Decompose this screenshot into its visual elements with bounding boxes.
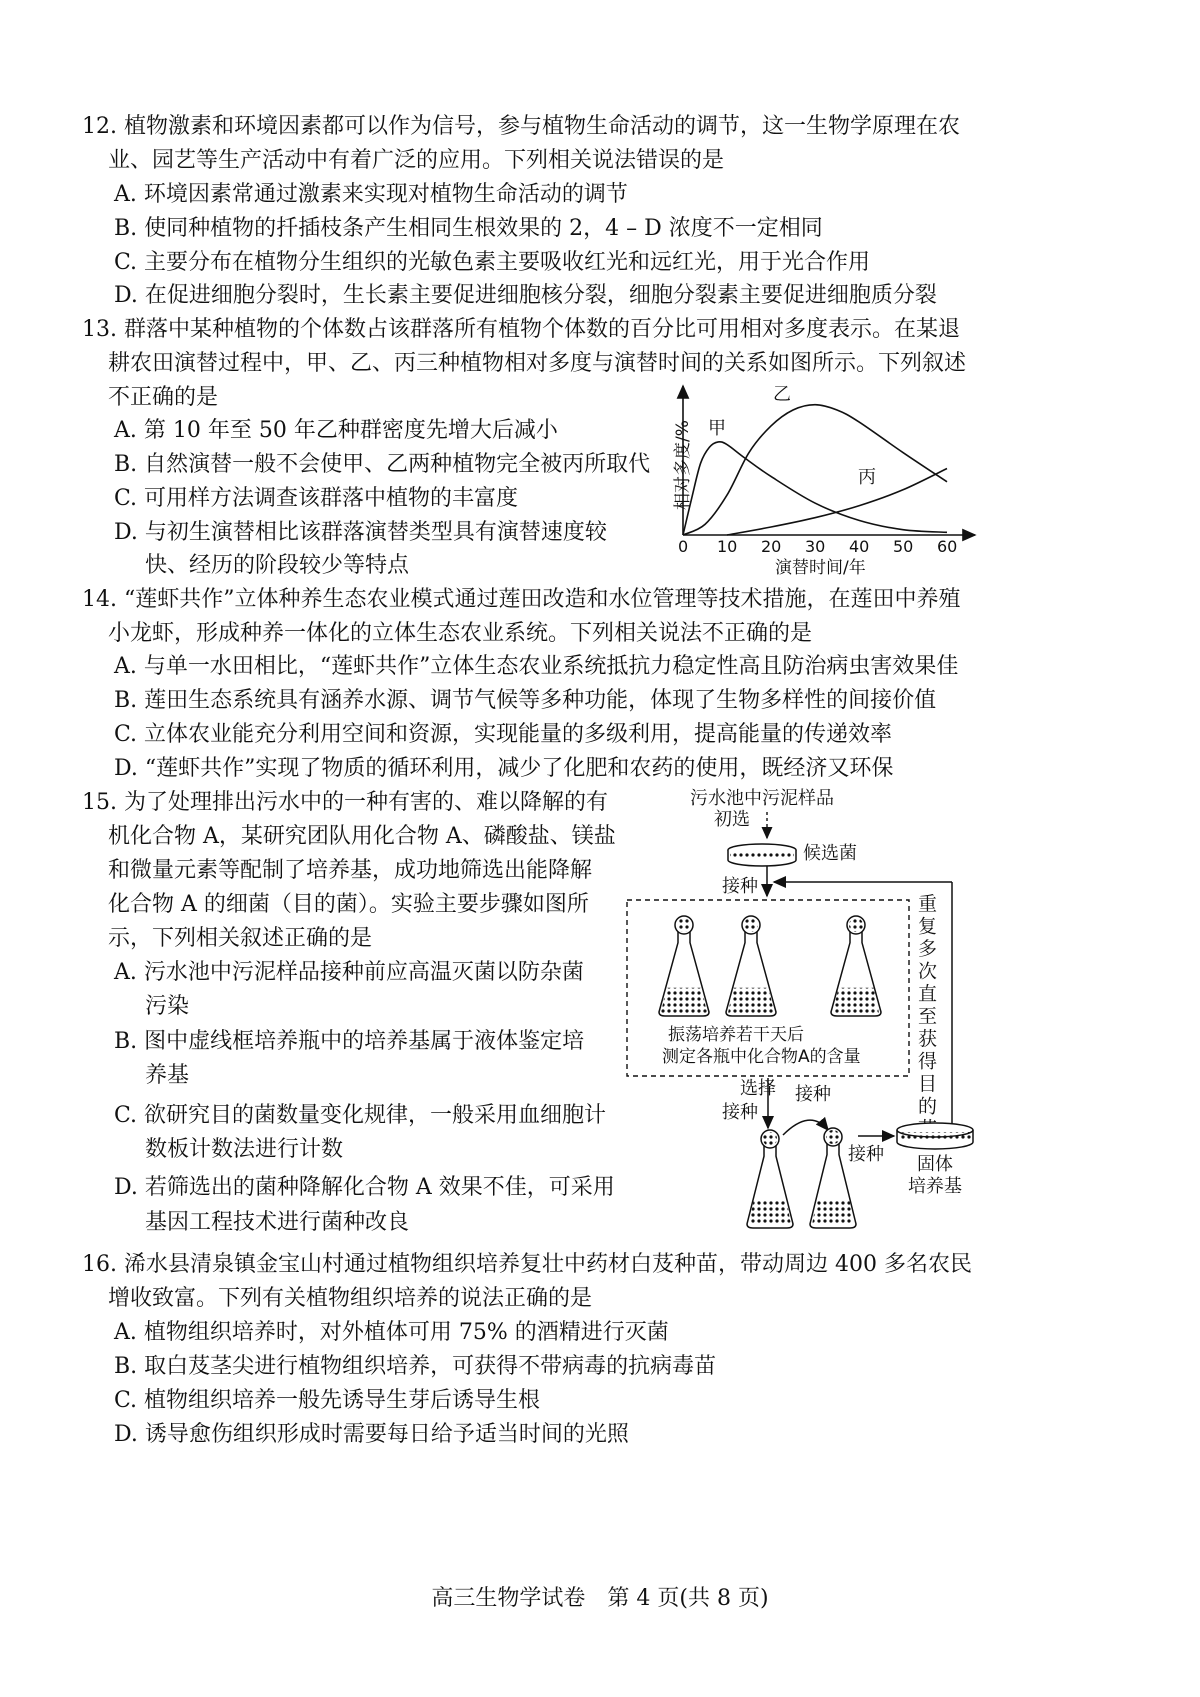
- q15-option-b-cont: 养基: [145, 1063, 190, 1088]
- q16-stem-line-1: 16. 浠水县清泉镇金宝山村通过植物组织培养复壮中药材白芨种苗，带动周边 400 多名农民: [82, 1252, 972, 1277]
- culture-flask: [659, 916, 709, 1016]
- q15-stem-line-5: 示，下列相关叙述正确的是: [108, 926, 373, 951]
- succession-chart: [650, 378, 1000, 590]
- inoculate-label-2: 接种: [722, 1102, 758, 1123]
- q15-option-c-cont: 数板计数法进行计数: [145, 1137, 344, 1162]
- q13-stem-line-1: 13. 群落中某种植物的个体数占该群落所有植物个体数的百分比可用相对多度表示。在某退: [82, 317, 960, 342]
- q15-stem-line-3: 和微量元素等配制了培养基，成功地筛选出能降解: [108, 858, 593, 883]
- inoculate-label-4: 接种: [848, 1144, 884, 1165]
- repeat-vertical-label: [918, 893, 937, 1140]
- repeat-char: 重: [918, 893, 938, 915]
- q12-option-d: D. 在促进细胞分裂时，生长素主要促进细胞核分裂，细胞分裂素主要促进细胞质分裂: [114, 283, 937, 308]
- x-axis-label: 演替时间/年: [775, 558, 866, 578]
- q16-stem-line-2: 增收致富。下列有关植物组织培养的说法正确的是: [108, 1286, 593, 1311]
- sample-label: 污水池中污泥样品: [690, 788, 834, 809]
- q15-option-b: B. 图中虚线框培养瓶中的培养基属于液体鉴定培: [114, 1029, 585, 1054]
- repeat-char: 目: [918, 1073, 938, 1095]
- x-tick-label: 20: [761, 537, 782, 556]
- q14-stem-line-1: 14. “莲虾共作”立体种养生态农业模式通过莲田改造和水位管理等技术措施，在莲田中养殖: [82, 587, 961, 612]
- q15-stem-line-1: 15. 为了处理排出污水中的一种有害的、难以降解的有: [82, 790, 608, 815]
- q13-stem-line-3: 不正确的是: [108, 385, 219, 410]
- q15-option-a: A. 污水池中污泥样品接种前应高温灭菌以防杂菌: [114, 960, 584, 985]
- q16-option-d: D. 诱导愈伤组织形成时需要每日给予适当时间的光照: [114, 1422, 629, 1447]
- solid-medium-label-1: 固体: [917, 1154, 953, 1175]
- repeat-char: 至: [918, 1005, 938, 1028]
- q15-stem-line-2: 机化合物 A，某研究团队用化合物 A、磷酸盐、镁盐: [108, 824, 616, 849]
- q13-option-c: C. 可用样方法调查该群落中植物的丰富度: [114, 486, 519, 511]
- q14-stem-line-2: 小龙虾，形成种养一体化的立体生态农业系统。下列相关说法不正确的是: [108, 621, 813, 646]
- q12-option-b: B. 使同种植物的扦插枝条产生相同生根效果的 2，4 – D 浓度不一定相同: [114, 216, 823, 241]
- x-tick-label: 40: [849, 537, 870, 556]
- box-text-1: 振荡培养若干天后: [668, 1025, 804, 1045]
- series-line-2: [727, 469, 947, 536]
- repeat-char: 得: [918, 1050, 938, 1073]
- q14-option-a: A. 与单一水田相比，“莲虾共作”立体生态农业系统抵抗力稳定性高且防治病虫害效果佳: [114, 654, 959, 679]
- x-tick-label: 60: [937, 537, 958, 556]
- q12-stem-line-1: 12. 植物激素和环境因素都可以作为信号，参与植物生命活动的调节，这一生物学原理在农: [82, 114, 960, 139]
- select-label: 选择: [740, 1078, 776, 1099]
- repeat-char: 直: [918, 983, 938, 1005]
- candidate-label: 候选菌: [803, 843, 857, 864]
- repeat-char: 多: [918, 938, 938, 960]
- x-tick-label: 10: [717, 537, 738, 556]
- culture-flask: [747, 1130, 793, 1228]
- q13-stem-line-2: 耕农田演替过程中，甲、乙、丙三种植物相对多度与演替时间的关系如图所示。下列叙述: [108, 351, 967, 376]
- series-label-bing: 丙: [858, 467, 876, 488]
- repeat-char: 获: [918, 1028, 938, 1050]
- culture-flask: [810, 1128, 856, 1228]
- inoculate-label-1: 接种: [722, 876, 758, 897]
- screening-flow-diagram: [620, 785, 1000, 1235]
- series-label-yi: 乙: [773, 384, 791, 405]
- box-text-2: 测定各瓶中化合物A的含量: [662, 1047, 861, 1067]
- solid-medium-label-2: 培养基: [908, 1176, 962, 1197]
- q15-option-d: D. 若筛选出的菌种降解化合物 A 效果不佳，可采用: [114, 1175, 615, 1200]
- primary-screen-label: 初选: [714, 809, 750, 830]
- candidate-dish: [728, 844, 796, 866]
- q13-option-d-cont: 快、经历的阶段较少等特点: [145, 553, 410, 578]
- q14-option-d: D. “莲虾共作”实现了物质的循环利用，减少了化肥和农药的使用，既经济又环保: [114, 756, 894, 781]
- q16-option-c: C. 植物组织培养一般先诱导生芽后诱导生根: [114, 1388, 541, 1413]
- repeat-char: 的: [918, 1095, 938, 1118]
- q16-option-b: B. 取白芨茎尖进行植物组织培养，可获得不带病毒的抗病毒苗: [114, 1354, 717, 1379]
- repeat-char: 复: [918, 915, 938, 938]
- q13-option-b: B. 自然演替一般不会使甲、乙两种植物完全被丙所取代: [114, 452, 651, 477]
- q15-option-c: C. 欲研究目的菌数量变化规律，一般采用血细胞计: [114, 1103, 607, 1128]
- q14-option-b: B. 莲田生态系统具有涵养水源、调节气候等多种功能，体现了生物多样性的间接价值: [114, 688, 937, 713]
- q13-option-a: A. 第 10 年至 50 年乙种群密度先增大后减小: [114, 418, 558, 443]
- series-label-jia: 甲: [708, 418, 726, 439]
- x-tick-label: 50: [893, 537, 914, 556]
- q12-option-c: C. 主要分布在植物分生组织的光敏色素主要吸收红光和远红光，用于光合作用: [114, 250, 871, 275]
- q12-stem-line-2: 业、园艺等生产活动中有着广泛的应用。下列相关说法错误的是: [108, 148, 725, 173]
- x-tick-label: 30: [805, 537, 826, 556]
- q14-option-c: C. 立体农业能充分利用空间和资源，实现能量的多级利用，提高能量的传递效率: [114, 722, 893, 747]
- x-tick-label: 0: [678, 537, 689, 556]
- solid-medium-dish: [897, 1123, 973, 1149]
- arrow-flask-to-flask: [783, 1120, 828, 1135]
- q15-option-d-cont: 基因工程技术进行菌种改良: [145, 1210, 410, 1235]
- q16-option-a: A. 植物组织培养时，对外植体可用 75% 的酒精进行灭菌: [114, 1320, 669, 1345]
- y-axis-label: 相对多度/%: [673, 420, 693, 510]
- culture-flask: [726, 916, 776, 1016]
- inoculate-label-3: 接种: [795, 1084, 831, 1105]
- q12-option-a: A. 环境因素常通过激素来实现对植物生命活动的调节: [114, 182, 628, 207]
- q13-option-d: D. 与初生演替相比该群落演替类型具有演替速度较: [114, 520, 607, 545]
- culture-flask: [831, 916, 881, 1016]
- q15-stem-line-4: 化合物 A 的细菌（目的菌）。实验主要步骤如图所: [108, 892, 589, 917]
- page-footer: 高三生物学试卷 第 4 页(共 8 页): [431, 1586, 769, 1611]
- repeat-char: 次: [918, 960, 938, 983]
- q15-option-a-cont: 污染: [145, 994, 190, 1019]
